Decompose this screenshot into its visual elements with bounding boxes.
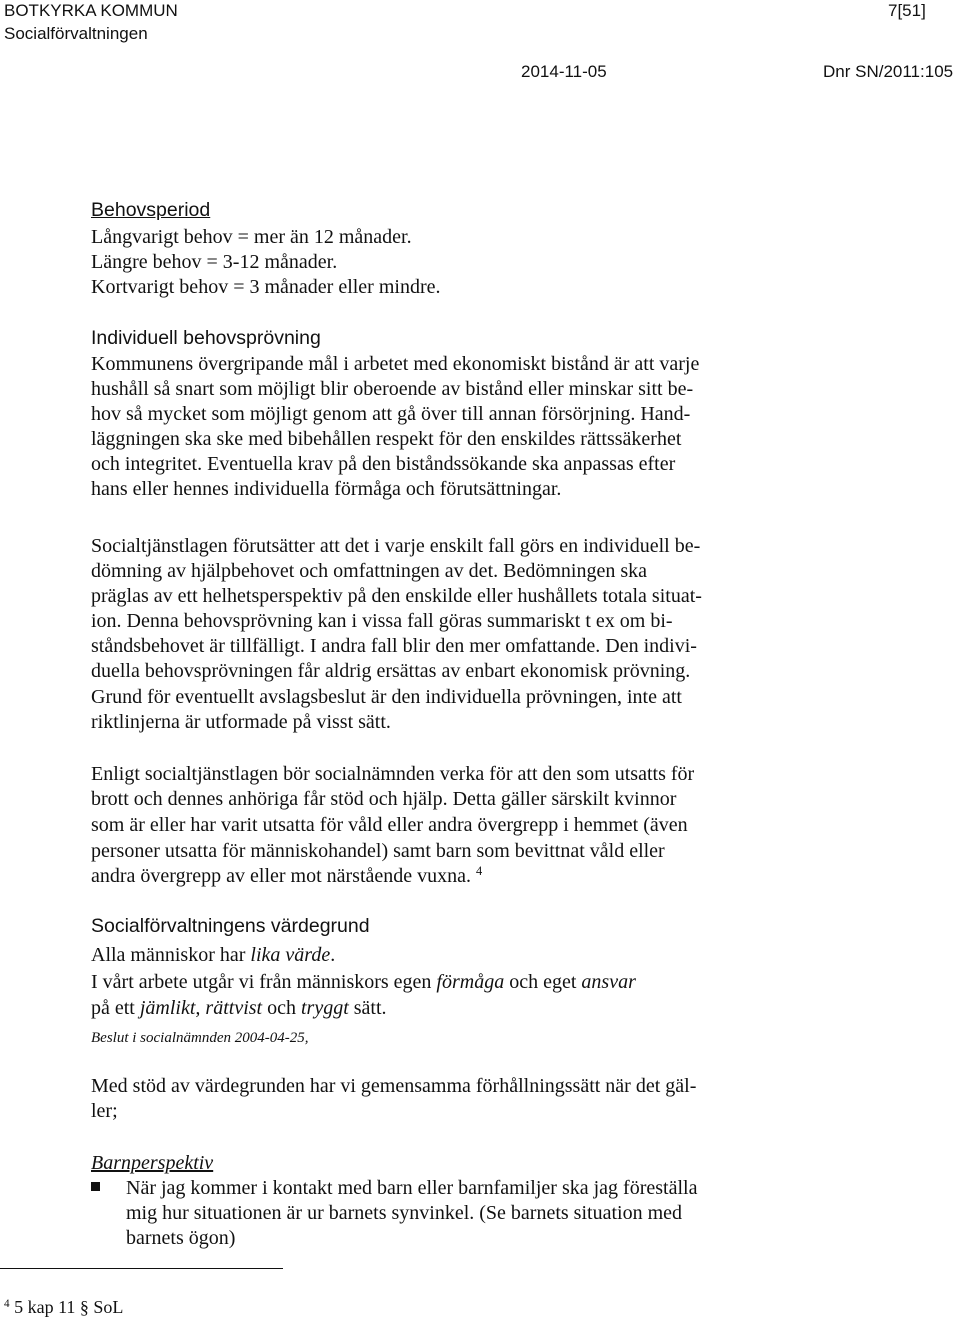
behovsperiod-line: Längre behov = 3-12 månader. bbox=[91, 251, 338, 273]
paragraph-line: riktlinjerna är utformade på visst sätt. bbox=[91, 711, 391, 733]
paragraph-line: ler; bbox=[91, 1100, 118, 1122]
paragraph-line: Kommunens övergripande mål i arbetet med ekonomiskt bistånd är att varje bbox=[91, 353, 700, 375]
paragraph-line bbox=[91, 864, 482, 888]
bullet-line: barnets ögon) bbox=[126, 1227, 236, 1249]
text-run: på ett bbox=[91, 997, 140, 1019]
text-run-italic: förmåga bbox=[436, 971, 505, 993]
text-run: sätt. bbox=[348, 997, 387, 1019]
paragraph-line: ion. Denna behovsprövning kan i vissa fall göras summariskt t ex om bi- bbox=[91, 610, 673, 632]
paragraph-line: ståndsbehovet är tillfälligt. I andra fall blir den mer omfattande. Den indivi- bbox=[91, 635, 697, 657]
bullet-square-icon bbox=[91, 1182, 100, 1191]
paragraph-line: Med stöd av värdegrunden har vi gemensamma förhållningssätt när det gäl- bbox=[91, 1075, 697, 1097]
paragraph-line-text: andra övergrepp av eller mot närstående vuxna. bbox=[91, 865, 472, 887]
vardegrund-line-1 bbox=[91, 943, 335, 967]
individuell-heading: Individuell behovsprövning bbox=[91, 327, 321, 349]
text-run-italic: tryggt bbox=[300, 997, 349, 1019]
paragraph-line: dömning av hjälpbehovet och omfattningen av det. Bedömningen ska bbox=[91, 560, 647, 582]
text-run-italic: lika värde bbox=[250, 944, 331, 966]
document-date: 2014-11-05 bbox=[521, 62, 607, 81]
paragraph-line: präglas av ett helhetsperspektiv på den enskilde eller hushållets totala situat- bbox=[91, 585, 702, 607]
bullet-line: mig hur situationen är ur barnets synvinkel. (Se barnets situation med bbox=[126, 1202, 682, 1224]
text-run: I vårt arbete utgår vi från människors egen bbox=[91, 971, 437, 993]
footnote-text: 5 kap 11 § SoL bbox=[9, 1297, 124, 1317]
footnote bbox=[4, 1296, 123, 1318]
text-run: . bbox=[330, 944, 336, 966]
bullet-line: När jag kommer i kontakt med barn eller barnfamiljer ska jag föreställa bbox=[126, 1177, 698, 1199]
vardegrund-heading: Socialförvaltningens värdegrund bbox=[91, 915, 370, 937]
behovsperiod-line: Långvarigt behov = mer än 12 månader. bbox=[91, 226, 412, 248]
paragraph-line: läggningen ska ske med bibehållen respekt för den enskildes rättssäkerhet bbox=[91, 428, 682, 450]
behovsperiod-line: Kortvarigt behov = 3 månader eller mindre. bbox=[91, 276, 441, 298]
text-run-italic: ansvar bbox=[581, 971, 636, 993]
paragraph-line: och integritet. Eventuella krav på den biståndssökande ska anpassas efter bbox=[91, 453, 676, 475]
paragraph-line: personer utsatta för människohandel) samt barn som bevittnat våld eller bbox=[91, 840, 665, 862]
text-run: och eget bbox=[504, 971, 582, 993]
footnote-number: 4 bbox=[4, 1297, 10, 1310]
page-number: 7[51] bbox=[888, 1, 926, 20]
paragraph-line: hans eller hennes individuella förmåga och förutsättningar. bbox=[91, 478, 562, 500]
vardegrund-line-3 bbox=[91, 996, 387, 1020]
paragraph-line: brott och dennes anhöriga får stöd och hjälp. Detta gäller särskilt kvinnor bbox=[91, 788, 677, 810]
vardegrund-line-2 bbox=[91, 970, 636, 994]
org-name: BOTKYRKA KOMMUN bbox=[4, 1, 178, 20]
beslut-note: Beslut i socialnämnden 2004-04-25, bbox=[91, 1030, 309, 1046]
paragraph-line: Socialtjänstlagen förutsätter att det i varje enskilt fall görs en individuell be- bbox=[91, 535, 701, 557]
text-run: och bbox=[262, 997, 301, 1019]
document-dnr: Dnr SN/2011:105 bbox=[823, 62, 954, 81]
paragraph-line: hushåll så snart som möjligt blir oberoende av bistånd eller minskar sitt be- bbox=[91, 378, 694, 400]
footnote-reference[interactable]: 4 bbox=[476, 864, 483, 879]
text-run: Alla människor har bbox=[91, 944, 251, 966]
footnote-separator bbox=[0, 1268, 283, 1269]
paragraph-line: duella behovsprövningen får aldrig ersättas av enbart ekonomisk prövning. bbox=[91, 660, 691, 682]
paragraph-line: Enligt socialtjänstlagen bör socialnämnden verka för att den som utsatts för bbox=[91, 763, 695, 785]
text-run-italic: jämlikt, rättvist bbox=[139, 997, 263, 1019]
paragraph-line: Grund för eventuellt avslagsbeslut är den individuella prövningen, inte att bbox=[91, 686, 682, 708]
behovsperiod-heading: Behovsperiod bbox=[91, 199, 211, 221]
paragraph-line: hov så mycket som möjligt genom att gå över till annan försörjning. Hand- bbox=[91, 403, 691, 425]
department-name: Socialförvaltningen bbox=[4, 24, 148, 43]
barnperspektiv-heading: Barnperspektiv bbox=[91, 1152, 214, 1174]
paragraph-line: som är eller har varit utsatta för våld eller andra övergrepp i hemmet (även bbox=[91, 814, 688, 836]
